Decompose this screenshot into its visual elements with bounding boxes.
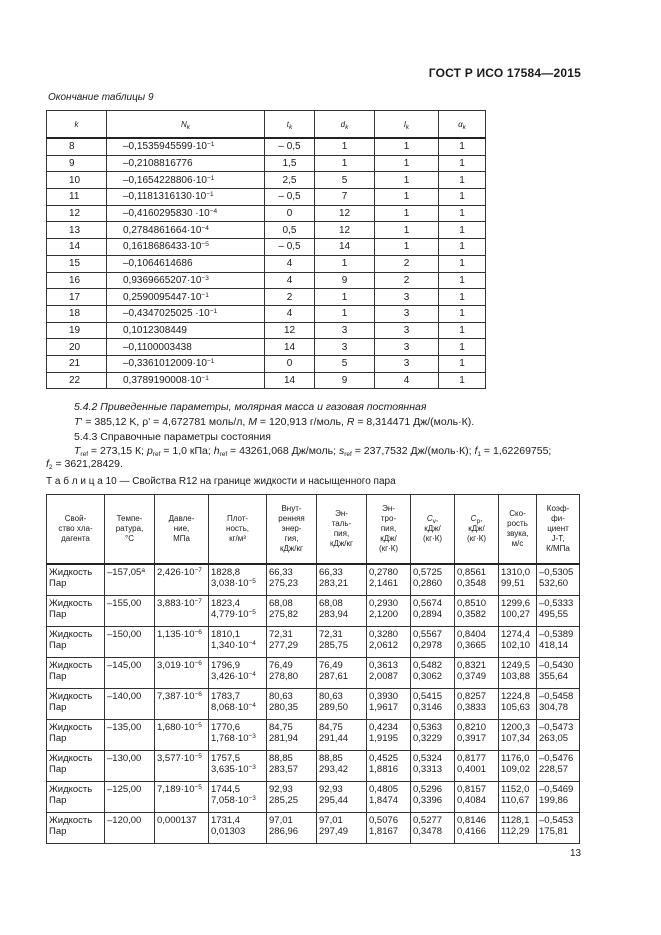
cell-substance: Жидкость Пар	[47, 564, 105, 596]
document-standard-header: ГОСТ Р ИСО 17584—2015	[428, 66, 581, 80]
cell-alpha: 1	[439, 172, 486, 189]
cell-l: 2	[375, 272, 439, 289]
cell-jt-coefficient: –0,5430 355,64	[537, 658, 580, 689]
table-row	[47, 289, 486, 306]
table10-col-header: Внут- ренняя энер- гия, кДж/кг	[267, 495, 317, 565]
cell-d: 12	[315, 205, 375, 222]
cell-d: 9	[315, 272, 375, 289]
table-row	[47, 138, 486, 155]
table10-col-header: Плот- ность, кг/м³	[209, 495, 267, 565]
cell-l: 3	[375, 339, 439, 356]
cell-cp: 0,8321 0,3749	[455, 658, 499, 689]
cell-internal-energy: 92,93 285,25	[267, 782, 317, 813]
cell-sound-speed: 1224,8 105,63	[499, 689, 537, 720]
cell-jt-coefficient: –0,5458 304,78	[537, 689, 580, 720]
cell-d: 7	[315, 189, 375, 206]
cell-l: 3	[375, 305, 439, 322]
cell-cv: 0,5674 0,2894	[411, 596, 455, 627]
cell-jt-coefficient: –0,5333 495,55	[537, 596, 580, 627]
cell-l: 1	[375, 172, 439, 189]
cell-jt-coefficient: –0,5469 199,86	[537, 782, 580, 813]
cell-d: 12	[315, 222, 375, 239]
table-row	[47, 339, 486, 356]
cell-n: $-0,3361012009\cdot 10^{-1}$	[107, 355, 265, 372]
table10-col-header: Давле- ние, МПа	[155, 495, 209, 565]
cell-cp: 0,8157 0,4084	[455, 782, 499, 813]
cell-t: 4	[265, 255, 315, 272]
cell-alpha: 1	[439, 322, 486, 339]
cell-jt-coefficient: –0,5473 263,05	[537, 720, 580, 751]
cell-n: –0,1100003438	[107, 339, 265, 356]
cell-internal-energy: 84,75 281,94	[267, 720, 317, 751]
table-row	[47, 689, 580, 720]
cell-enthalpy: 80,63 289,50	[317, 689, 367, 720]
cell-k: 19	[47, 322, 107, 339]
table-row	[47, 155, 486, 172]
table-row	[47, 751, 580, 782]
cell-t: – 0,5	[265, 138, 315, 155]
cell-alpha: 1	[439, 305, 486, 322]
cell-jt-coefficient: –0,5453 175,81	[537, 813, 580, 844]
table-9	[46, 110, 486, 389]
cell-alpha: 1	[439, 138, 486, 155]
cell-sound-speed: 1200,3 107,34	[499, 720, 537, 751]
cell-density: 1731,4 0,01303	[209, 813, 267, 844]
col-header-n: $N_k$	[107, 111, 265, 139]
cell-cv: 0,5296 0,3396	[411, 782, 455, 813]
cell-alpha: 1	[439, 339, 486, 356]
cell-density: 1810,1 $1,340\cdot 10^{-4}$	[209, 627, 267, 658]
cell-alpha: 1	[439, 289, 486, 306]
table10-col-header: Эн- таль- пия, кДж/кг	[317, 495, 367, 565]
cell-k: 12	[47, 205, 107, 222]
cell-jt-coefficient: –0,5305 532,60	[537, 564, 580, 596]
cell-k: 15	[47, 255, 107, 272]
cell-d: 9	[315, 372, 375, 389]
cell-entropy: 0,3930 1,9617	[367, 689, 411, 720]
table10-col-header: Эн- тро- пия, кДж/ (кг·К)	[367, 495, 411, 565]
cell-entropy: 0,4234 1,9195	[367, 720, 411, 751]
cell-t: 14	[265, 339, 315, 356]
table-row	[47, 272, 486, 289]
cell-jt-coefficient: –0,5476 228,57	[537, 751, 580, 782]
cell-t: 0	[265, 355, 315, 372]
cell-cp: 0,8510 0,3582	[455, 596, 499, 627]
cell-l: 3	[375, 289, 439, 306]
table-row	[47, 322, 486, 339]
cell-sound-speed: 1310,0 99,51	[499, 564, 537, 596]
cell-pressure: $7,387\cdot 10^{-6}$	[155, 689, 209, 720]
cell-alpha: 1	[439, 189, 486, 206]
cell-enthalpy: 92,93 295,44	[317, 782, 367, 813]
cell-cv: 0,5324 0,3313	[411, 751, 455, 782]
cell-pressure: $1,680\cdot 10^{-5}$	[155, 720, 209, 751]
table-row	[47, 720, 580, 751]
table-row	[47, 189, 486, 206]
cell-alpha: 1	[439, 272, 486, 289]
cell-sound-speed: 1128,1 112,29	[499, 813, 537, 844]
cell-enthalpy: 68,08 283,94	[317, 596, 367, 627]
cell-sound-speed: 1249,5 103,88	[499, 658, 537, 689]
cell-internal-energy: 76,49 278,80	[267, 658, 317, 689]
cell-substance: Жидкость Пар	[47, 720, 105, 751]
reduced-parameters-line: T' = 385,12 K, ρ' = 4,672781 моль/л, M = 120,913 г/моль, R = 8,314471 Дж/(моль·К).	[74, 416, 475, 428]
cell-alpha: 1	[439, 355, 486, 372]
cell-k: 9	[47, 155, 107, 172]
cell-entropy: 0,2930 2,1200	[367, 596, 411, 627]
cell-alpha: 1	[439, 222, 486, 239]
cell-entropy: 0,5076 1,8167	[367, 813, 411, 844]
cell-k: 10	[47, 172, 107, 189]
cell-pressure: $3,883\cdot 10^{-7}$	[155, 596, 209, 627]
cell-cv: 0,5567 0,2978	[411, 627, 455, 658]
cell-n: –0,2108816776	[107, 155, 265, 172]
cell-l: 4	[375, 372, 439, 389]
table10-col-header: $C_v$, кДж/ (кг·К)	[411, 495, 455, 565]
cell-cp: 0,8177 0,4001	[455, 751, 499, 782]
cell-n: $-0,1654228806\cdot 10^{-1}$	[107, 172, 265, 189]
table-row	[47, 355, 486, 372]
cell-t: – 0,5	[265, 189, 315, 206]
cell-t: 4	[265, 305, 315, 322]
cell-density: 1783,7 $8,068\cdot 10^{-4}$	[209, 689, 267, 720]
cell-k: 11	[47, 189, 107, 206]
table-row	[47, 205, 486, 222]
cell-substance: Жидкость Пар	[47, 813, 105, 844]
cell-l: 3	[375, 355, 439, 372]
cell-density: 1796,9 $3,426\cdot 10^{-4}$	[209, 658, 267, 689]
cell-enthalpy: 88,85 293,42	[317, 751, 367, 782]
cell-n: $0,9369665207\cdot 10^{-3}$	[107, 272, 265, 289]
cell-l: 1	[375, 239, 439, 256]
cell-d: 1	[315, 255, 375, 272]
cell-temperature: –150,00	[105, 627, 155, 658]
cell-cv: 0,5363 0,3229	[411, 720, 455, 751]
table-row	[47, 222, 486, 239]
cell-density: 1757,5 $3,635\cdot 10^{-3}$	[209, 751, 267, 782]
cell-substance: Жидкость Пар	[47, 627, 105, 658]
cell-entropy: 0,4525 1,8816	[367, 751, 411, 782]
cell-d: 1	[315, 289, 375, 306]
cell-pressure: 0,000137	[155, 813, 209, 844]
cell-d: 1	[315, 155, 375, 172]
cell-enthalpy: 66,33 283,21	[317, 564, 367, 596]
cell-t: 4	[265, 272, 315, 289]
cell-substance: Жидкость Пар	[47, 751, 105, 782]
cell-l: 1	[375, 189, 439, 206]
cell-temperature: –120,00	[105, 813, 155, 844]
cell-d: 5	[315, 172, 375, 189]
cell-t: 1,5	[265, 155, 315, 172]
table-row	[47, 239, 486, 256]
cell-d: 1	[315, 138, 375, 155]
cell-jt-coefficient: –0,5389 418,14	[537, 627, 580, 658]
cell-density: 1823,4 $4,779\cdot 10^{-5}$	[209, 596, 267, 627]
cell-t: 2,5	[265, 172, 315, 189]
cell-l: 1	[375, 155, 439, 172]
cell-k: 18	[47, 305, 107, 322]
cell-internal-energy: 66,33 275,23	[267, 564, 317, 596]
cell-k: 22	[47, 372, 107, 389]
cell-n: $-0,4160295830 \cdot 10^{-4}$	[107, 205, 265, 222]
cell-substance: Жидкость Пар	[47, 596, 105, 627]
cell-cv: 0,5482 0,3062	[411, 658, 455, 689]
cell-substance: Жидкость Пар	[47, 782, 105, 813]
cell-k: 13	[47, 222, 107, 239]
col-header-alpha: $\alpha_k$	[439, 111, 486, 139]
cell-substance: Жидкость Пар	[47, 658, 105, 689]
cell-sound-speed: 1152,0 110,67	[499, 782, 537, 813]
cell-k: 14	[47, 239, 107, 256]
cell-entropy: 0,3280 2,0612	[367, 627, 411, 658]
cell-entropy: 0,3613 2,0087	[367, 658, 411, 689]
table-10	[46, 494, 580, 844]
cell-t: 0	[265, 205, 315, 222]
cell-temperature: –125,00	[105, 782, 155, 813]
cell-enthalpy: 72,31 285,75	[317, 627, 367, 658]
cell-pressure: $2,426\cdot 10^{-7}$	[155, 564, 209, 596]
cell-temperature: –140,00	[105, 689, 155, 720]
cell-density: 1828,8 $3,038\cdot 10^{-5}$	[209, 564, 267, 596]
cell-temperature: –135,00	[105, 720, 155, 751]
reference-state-line-2: $f_2 = 3621,28429$.	[46, 458, 123, 471]
cell-alpha: 1	[439, 205, 486, 222]
section-5-4-3-title: 5.4.3 Справочные параметры состояния	[74, 431, 271, 443]
cell-d: 3	[315, 339, 375, 356]
cell-internal-energy: 88,85 283,57	[267, 751, 317, 782]
cell-sound-speed: 1274,4 102,10	[499, 627, 537, 658]
cell-l: 3	[375, 322, 439, 339]
cell-sound-speed: 1299,6 100,27	[499, 596, 537, 627]
cell-alpha: 1	[439, 372, 486, 389]
cell-k: 20	[47, 339, 107, 356]
page-number: 13	[570, 848, 582, 859]
cell-alpha: 1	[439, 239, 486, 256]
table-row	[47, 782, 580, 813]
cell-l: 2	[375, 255, 439, 272]
table9-header-row	[47, 111, 486, 139]
table10-col-header: Ско- рость звука, м/с	[499, 495, 537, 565]
cell-k: 21	[47, 355, 107, 372]
cell-t: 2	[265, 289, 315, 306]
col-header-l: $l_k$	[375, 111, 439, 139]
cell-d: 3	[315, 322, 375, 339]
cell-n: $-0,1535945599\cdot 10^{-1}$	[107, 138, 265, 155]
table10-col-header: Темпе- ратура, °С	[105, 495, 155, 565]
cell-internal-energy: 97,01 286,96	[267, 813, 317, 844]
cell-pressure: $7,189\cdot 10^{-5}$	[155, 782, 209, 813]
cell-cp: 0,8257 0,3833	[455, 689, 499, 720]
cell-cp: 0,8404 0,3665	[455, 627, 499, 658]
table-row	[47, 372, 486, 389]
table10-col-header: $C_p$, кДж/ (кг·К)	[455, 495, 499, 565]
col-header-d: $d_k$	[315, 111, 375, 139]
cell-enthalpy: 76,49 287,61	[317, 658, 367, 689]
cell-l: 1	[375, 222, 439, 239]
cell-t: – 0,5	[265, 239, 315, 256]
table-row	[47, 596, 580, 627]
cell-cv: 0,5415 0,3146	[411, 689, 455, 720]
cell-pressure: $3,577\cdot 10^{-5}$	[155, 751, 209, 782]
cell-n: $0,3789190008\cdot 10^{-1}$	[107, 372, 265, 389]
table9-caption: Окончание таблицы 9	[48, 92, 154, 103]
table-row	[47, 658, 580, 689]
cell-n: $-0,4347025025 \cdot 10^{-1}$	[107, 305, 265, 322]
col-header-t: $t_k$	[265, 111, 315, 139]
table-row	[47, 627, 580, 658]
cell-density: 1770,6 $1,768\cdot 10^{-3}$	[209, 720, 267, 751]
cell-cp: 0,8210 0,3917	[455, 720, 499, 751]
cell-density: 1744,5 $7,058\cdot 10^{-3}$	[209, 782, 267, 813]
cell-n: $-0,1181316130\cdot 10^{-1}$	[107, 189, 265, 206]
cell-n: 0,1012308449	[107, 322, 265, 339]
cell-cp: 0,8146 0,4166	[455, 813, 499, 844]
cell-n: –0,1064614686	[107, 255, 265, 272]
cell-n: $0,2784861664\cdot 10^{-4}$	[107, 222, 265, 239]
cell-substance: Жидкость Пар	[47, 689, 105, 720]
table-row	[47, 813, 580, 844]
cell-cp: 0,8561 0,3548	[455, 564, 499, 596]
cell-sound-speed: 1176,0 109,02	[499, 751, 537, 782]
cell-t: 12	[265, 322, 315, 339]
col-header-k: k	[47, 111, 107, 139]
table-row	[47, 172, 486, 189]
cell-k: 16	[47, 272, 107, 289]
cell-pressure: $3,019\cdot 10^{-6}$	[155, 658, 209, 689]
cell-internal-energy: 68,08 275,82	[267, 596, 317, 627]
cell-n: $0,2590095447\cdot 10^{-1}$	[107, 289, 265, 306]
table-row	[47, 564, 580, 596]
cell-internal-energy: 72,31 277,29	[267, 627, 317, 658]
cell-temperature: –145,00	[105, 658, 155, 689]
cell-temperature: –130,00	[105, 751, 155, 782]
section-5-4-2-title: 5.4.2 Приведенные параметры, молярная масса и газовая постоянная	[74, 401, 427, 413]
cell-enthalpy: 97,01 297,49	[317, 813, 367, 844]
cell-entropy: 0,4805 1,8474	[367, 782, 411, 813]
cell-d: 5	[315, 355, 375, 372]
table10-header-row	[47, 495, 580, 565]
cell-entropy: 0,2780 2,1461	[367, 564, 411, 596]
cell-pressure: $1,135\cdot 10^{-6}$	[155, 627, 209, 658]
table10-col-header: Коэф- фи- циент J-T, К/МПа	[537, 495, 580, 565]
table10-caption: Т а б л и ц а 10 — Свойства R12 на границе жидкости и насыщенного пара	[46, 476, 396, 487]
reference-state-line: $T_{ref} = 273,15$ К; $p_{ref} = 1,0$ кПа; $h_{ref} = 43261,068$ Дж/моль; $s_{ref} = 237,7532$ Дж/(моль·К); $f_1 = 1,62269755$;	[74, 445, 552, 458]
cell-alpha: 1	[439, 155, 486, 172]
cell-t: 14	[265, 372, 315, 389]
cell-enthalpy: 84,75 291,44	[317, 720, 367, 751]
cell-d: 14	[315, 239, 375, 256]
cell-l: 1	[375, 138, 439, 155]
cell-temperature: –155,00	[105, 596, 155, 627]
cell-t: 0,5	[265, 222, 315, 239]
cell-cv: 0,5725 0,2860	[411, 564, 455, 596]
cell-l: 1	[375, 205, 439, 222]
cell-temperature: –157,05$^a$	[105, 564, 155, 596]
cell-k: 17	[47, 289, 107, 306]
cell-n: $0,1618686433\cdot 10^{-5}$	[107, 239, 265, 256]
cell-d: 1	[315, 305, 375, 322]
table-row	[47, 305, 486, 322]
table-row	[47, 255, 486, 272]
cell-internal-energy: 80,63 280,35	[267, 689, 317, 720]
table10-col-header: Свой- ство хла- дагента	[47, 495, 105, 565]
cell-alpha: 1	[439, 255, 486, 272]
cell-k: 8	[47, 138, 107, 155]
cell-cv: 0,5277 0,3478	[411, 813, 455, 844]
